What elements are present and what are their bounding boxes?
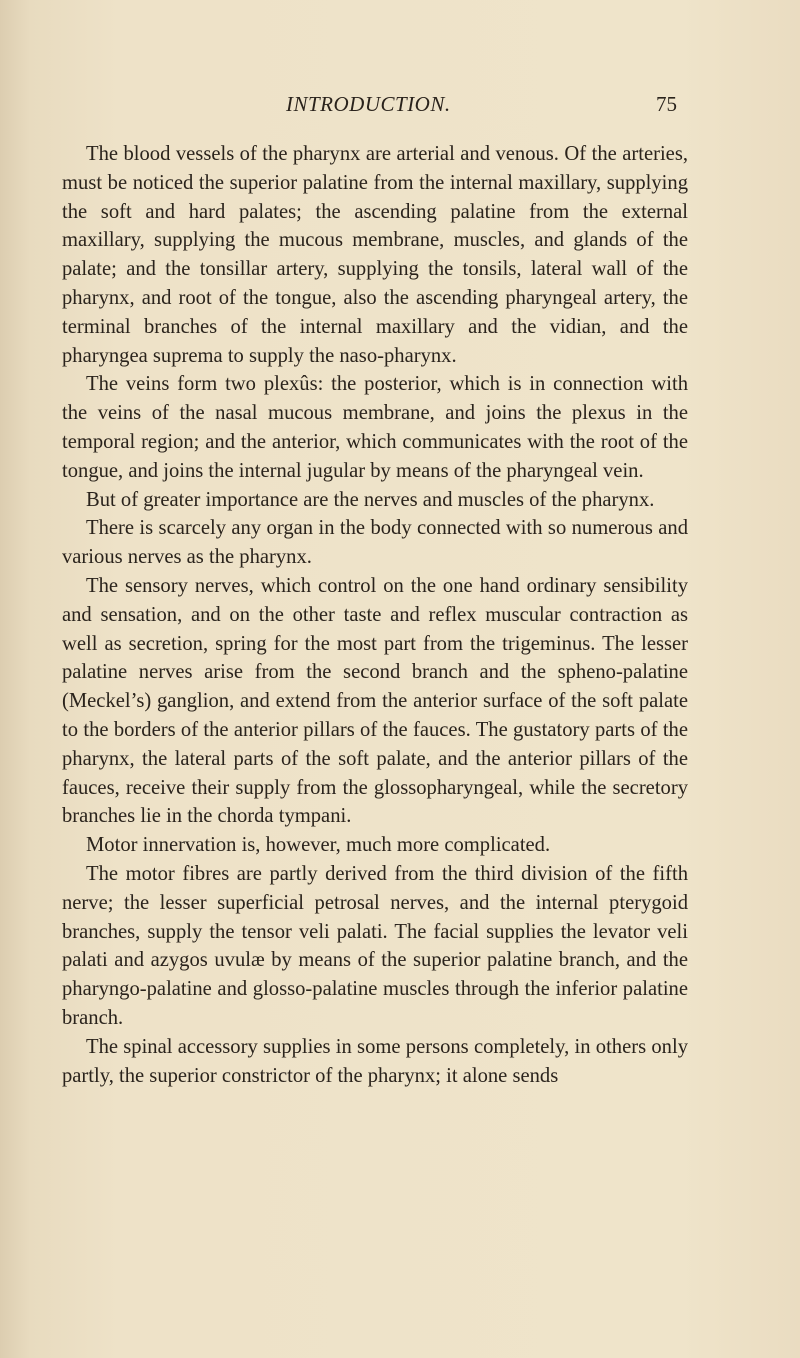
paragraph-motor-fibres: The motor fibres are partly derived from the third division of the fifth nerve; the lesser superficial petrosal nerves, and the internal pterygoid branches, supply the tensor veli palati. The facial supplies the levator veli palati and azygos uvulæ by means of the superior palatine branch, and the pharyngo-palatine and glosso-palatine muscles through the inferior palatine branch. [62,862,688,1029]
page-number: 75 [656,92,677,116]
page-header [0,92,800,122]
paragraph-sensory-nerves: The sensory nerves, which control on the one hand ordinary sensibility and sensation, and on the other taste and reflex muscular contraction as well as secretion, spring for the most part from the trigeminus. The lesser palatine nerves arise from the second branch and the spheno-palatine (Meckel’s) ganglion, and extend from the anterior surface of the soft palate to the borders of the anterior pillars of the fauces. The gustatory parts of the pharynx, the lateral parts of the soft palate, and the anterior pillars of the fauces, receive their supply from the glossopharyngeal, while the secretory branches lie in the chorda tympani. [62,574,688,828]
body-text [62,140,688,1090]
paragraph-motor-intro: Motor innervation is, however, much more complicated. [86,834,551,857]
running-title: INTRODUCTION. [286,92,451,116]
paragraph-nerves-intro: But of greater importance are the nerves and muscles of the pharynx. [86,488,655,511]
paragraph-blood-vessels: The blood vessels of the pharynx are arterial and venous. Of the arteries, must be noticed the superior palatine from the internal maxillary, supplying the soft and hard palates; the ascending palatine from the external maxillary, supplying the mucous membrane, muscles, and glands of the palate; and the tonsillar artery, supplying the tonsils, lateral wall of the pharynx, and root of the tongue, also the ascending pharyngeal artery, the terminal branches of the internal maxillary and the vidian, and the pharyngea suprema to supply the naso-pharynx. [62,143,688,367]
paragraph-spinal-accessory: The spinal accessory supplies in some persons completely, in others only partly, the superior constrictor of the pharynx; it alone sends [62,1035,688,1087]
paragraph-veins: The veins form two plexûs: the posterior, which is in connection with the veins of the nasal mucous membrane, and joins the plexus in the temporal region; and the anterior, which communicates with the root of the tongue, and joins the internal jugular by means of the pharyngeal vein. [62,373,688,482]
paragraph-numerous-nerves: There is scarcely any organ in the body connected with so numerous and various nerves as the pharynx. [62,517,688,569]
